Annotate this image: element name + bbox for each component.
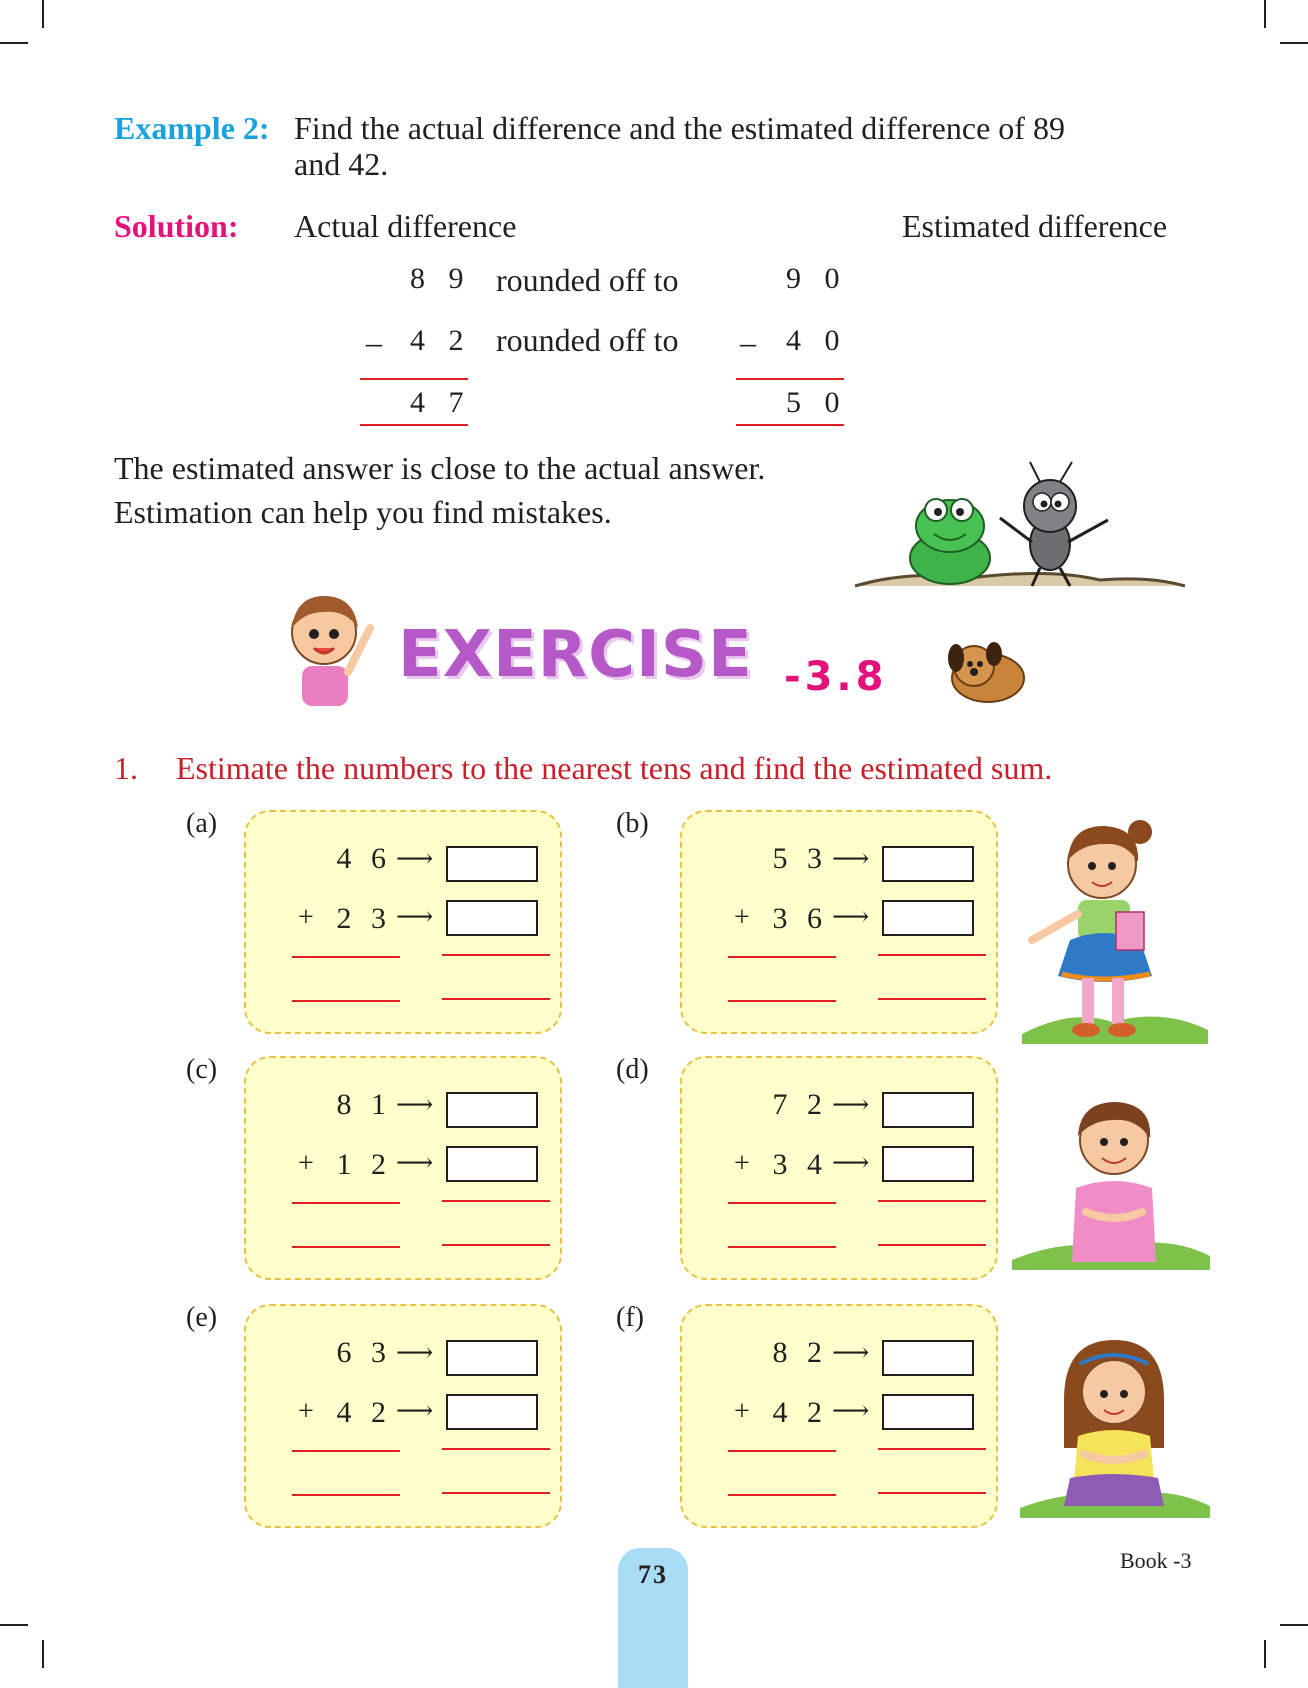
item-d-top-number: 7 2 <box>772 1088 828 1121</box>
answer-line <box>292 1246 400 1248</box>
answer-line <box>442 1200 550 1202</box>
answer-line <box>442 1244 550 1246</box>
crop-mark <box>1264 0 1266 28</box>
plus-sign: + <box>298 1148 314 1179</box>
estimated-subtrahend: 4 0 <box>786 324 848 357</box>
plus-sign: + <box>298 902 314 933</box>
answer-line <box>728 1246 836 1248</box>
answer-line <box>728 1450 836 1452</box>
arrow-icon: ⟶ <box>396 1148 434 1177</box>
exercise-title: EXERCISE <box>398 618 753 692</box>
frog-and-ant-illustration <box>850 458 1190 598</box>
girl-with-book-illustration <box>1012 808 1212 1048</box>
item-b-bottom-number: 3 6 <box>772 902 828 935</box>
arrow-icon: ⟶ <box>396 902 434 931</box>
answer-line <box>878 1244 986 1246</box>
actual-rule-bottom <box>360 424 468 426</box>
answer-line <box>292 1450 400 1452</box>
answer-line <box>442 1492 550 1494</box>
exercise-number: -3.8 <box>784 654 888 700</box>
item-d-bottom-answer-box[interactable] <box>882 1146 974 1182</box>
actual-rule-top <box>360 378 468 380</box>
item-e-bottom-answer-box[interactable] <box>446 1394 538 1430</box>
arrow-icon: ⟶ <box>832 1396 870 1425</box>
answer-line <box>878 1200 986 1202</box>
item-a-box <box>244 810 562 1034</box>
arrow-icon: ⟶ <box>396 1338 434 1367</box>
answer-line <box>878 954 986 956</box>
answer-line <box>728 1000 836 1002</box>
boy-illustration <box>1006 1092 1216 1272</box>
item-a-bottom-number: 2 3 <box>336 902 392 935</box>
rounded-off-phrase-2: rounded off to <box>496 322 679 358</box>
rounded-off-phrase-1: rounded off to <box>496 262 679 298</box>
question-number: 1. <box>114 750 138 786</box>
arrow-icon: ⟶ <box>396 1090 434 1119</box>
arrow-icon: ⟶ <box>832 1338 870 1367</box>
crop-mark <box>1280 42 1308 44</box>
crop-mark <box>1280 1624 1308 1626</box>
dog-toy-illustration <box>944 632 1034 712</box>
plus-sign: + <box>298 1396 314 1427</box>
answer-line <box>878 1492 986 1494</box>
actual-minuend: 8 9 <box>410 262 472 295</box>
item-d-label: (d) <box>616 1054 649 1085</box>
arrow-icon: ⟶ <box>832 902 870 931</box>
solution-label: Solution: <box>114 208 239 244</box>
item-f-label: (f) <box>616 1302 644 1333</box>
item-a-label: (a) <box>186 808 218 839</box>
page-number: 73 <box>638 1560 668 1589</box>
item-c-box <box>244 1056 562 1280</box>
estimated-rule-top <box>736 378 844 380</box>
item-f-top-number: 8 2 <box>772 1336 828 1369</box>
item-e-label: (e) <box>186 1302 218 1333</box>
item-d-bottom-number: 3 4 <box>772 1148 828 1181</box>
actual-difference-result: 4 7 <box>410 386 472 419</box>
item-d-top-answer-box[interactable] <box>882 1092 974 1128</box>
girl-pointing-illustration <box>276 588 376 708</box>
book-label: Book -3 <box>1120 1548 1192 1573</box>
item-b-label: (b) <box>616 808 649 839</box>
answer-line <box>292 1494 400 1496</box>
item-d-box <box>680 1056 998 1280</box>
actual-difference-heading: Actual difference <box>294 208 517 244</box>
item-c-label: (c) <box>186 1054 218 1085</box>
item-a-top-answer-box[interactable] <box>446 846 538 882</box>
minus-sign-actual: – <box>366 324 382 360</box>
item-a-bottom-answer-box[interactable] <box>446 900 538 936</box>
plus-sign: + <box>734 902 750 933</box>
crop-mark <box>1264 1640 1266 1668</box>
girl-smiling-illustration <box>1014 1330 1214 1520</box>
answer-line <box>878 1448 986 1450</box>
estimated-difference-heading: Estimated difference <box>902 208 1168 244</box>
answer-line <box>442 998 550 1000</box>
item-b-box <box>680 810 998 1034</box>
item-c-top-answer-box[interactable] <box>446 1092 538 1128</box>
arrow-icon: ⟶ <box>832 1148 870 1177</box>
example-label: Example 2: <box>114 110 270 146</box>
plus-sign: + <box>734 1148 750 1179</box>
item-c-bottom-answer-box[interactable] <box>446 1146 538 1182</box>
answer-line <box>728 1202 836 1204</box>
crop-mark <box>42 1640 44 1668</box>
crop-mark <box>0 42 28 44</box>
item-f-bottom-number: 4 2 <box>772 1396 828 1429</box>
item-f-top-answer-box[interactable] <box>882 1340 974 1376</box>
answer-line <box>292 1000 400 1002</box>
arrow-icon: ⟶ <box>832 1090 870 1119</box>
answer-line <box>878 998 986 1000</box>
estimated-minuend: 9 0 <box>786 262 848 295</box>
answer-line <box>292 956 400 958</box>
item-f-box <box>680 1304 998 1528</box>
crop-mark <box>0 1624 28 1626</box>
answer-line <box>728 1494 836 1496</box>
question-text: Estimate the numbers to the nearest tens and find the estimated sum. <box>176 750 1053 786</box>
answer-line <box>728 956 836 958</box>
item-b-top-number: 5 3 <box>772 842 828 875</box>
item-f-bottom-answer-box[interactable] <box>882 1394 974 1430</box>
item-e-top-number: 6 3 <box>336 1336 392 1369</box>
item-c-top-number: 8 1 <box>336 1088 392 1121</box>
estimated-rule-bottom <box>736 424 844 426</box>
minus-sign-estimated: – <box>740 324 756 360</box>
note-line1: The estimated answer is close to the actual answer. <box>114 450 766 486</box>
item-c-bottom-number: 1 2 <box>336 1148 392 1181</box>
item-e-box <box>244 1304 562 1528</box>
item-b-top-answer-box[interactable] <box>882 846 974 882</box>
actual-subtrahend: 4 2 <box>410 324 472 357</box>
item-e-top-answer-box[interactable] <box>446 1340 538 1376</box>
estimated-difference-result: 5 0 <box>786 386 848 419</box>
answer-line <box>292 1202 400 1204</box>
answer-line <box>442 954 550 956</box>
crop-mark <box>42 0 44 28</box>
item-e-bottom-number: 4 2 <box>336 1396 392 1429</box>
example-text-line2: and 42. <box>294 146 389 182</box>
plus-sign: + <box>734 1396 750 1427</box>
example-text-line1: Find the actual difference and the estimated difference of 89 <box>294 110 1065 146</box>
note-line2: Estimation can help you find mistakes. <box>114 494 612 530</box>
arrow-icon: ⟶ <box>396 844 434 873</box>
arrow-icon: ⟶ <box>396 1396 434 1425</box>
answer-line <box>442 1448 550 1450</box>
arrow-icon: ⟶ <box>832 844 870 873</box>
item-a-top-number: 4 6 <box>336 842 392 875</box>
item-b-bottom-answer-box[interactable] <box>882 900 974 936</box>
